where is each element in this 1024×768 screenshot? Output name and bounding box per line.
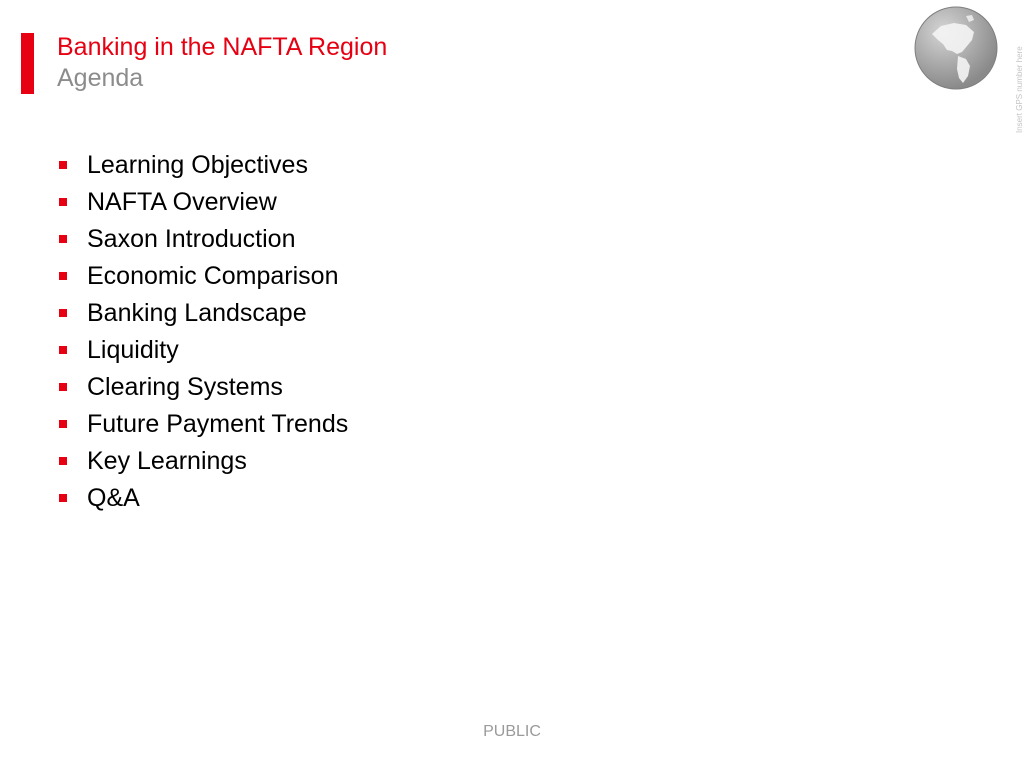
square-bullet-icon bbox=[59, 420, 67, 428]
agenda-item bbox=[57, 258, 348, 295]
globe-icon bbox=[914, 6, 998, 90]
square-bullet-icon bbox=[59, 383, 67, 391]
agenda-item bbox=[57, 480, 348, 517]
square-bullet-icon bbox=[59, 161, 67, 169]
square-bullet-icon bbox=[59, 346, 67, 354]
agenda-item bbox=[57, 221, 348, 258]
agenda-item-label: Learning Objectives bbox=[87, 151, 308, 179]
agenda-item-label: Q&A bbox=[87, 484, 140, 512]
slide-title: Banking in the NAFTA Region bbox=[57, 33, 388, 61]
slide-subtitle: Agenda bbox=[57, 64, 144, 92]
agenda-item-label: Economic Comparison bbox=[87, 262, 339, 290]
agenda-item-label: Key Learnings bbox=[87, 447, 247, 475]
accent-bar bbox=[21, 33, 34, 94]
agenda-item bbox=[57, 147, 348, 184]
square-bullet-icon bbox=[59, 235, 67, 243]
agenda-item-label: Future Payment Trends bbox=[87, 410, 349, 438]
agenda-item bbox=[57, 369, 348, 406]
agenda-item-label: NAFTA Overview bbox=[87, 188, 277, 216]
square-bullet-icon bbox=[59, 457, 67, 465]
square-bullet-icon bbox=[59, 309, 67, 317]
agenda-list bbox=[57, 147, 348, 517]
footer-classification: PUBLIC bbox=[483, 723, 541, 740]
agenda-item bbox=[57, 332, 348, 369]
gps-number-note: Insert GPS number here bbox=[1015, 46, 1024, 133]
agenda-item-label: Banking Landscape bbox=[87, 299, 307, 327]
agenda-item bbox=[57, 443, 348, 480]
agenda-item-label: Clearing Systems bbox=[87, 373, 283, 401]
agenda-item-label: Liquidity bbox=[87, 336, 179, 364]
agenda-item-label: Saxon Introduction bbox=[87, 225, 296, 253]
square-bullet-icon bbox=[59, 494, 67, 502]
agenda-item bbox=[57, 406, 348, 443]
square-bullet-icon bbox=[59, 272, 67, 280]
square-bullet-icon bbox=[59, 198, 67, 206]
agenda-item bbox=[57, 184, 348, 221]
agenda-item bbox=[57, 295, 348, 332]
